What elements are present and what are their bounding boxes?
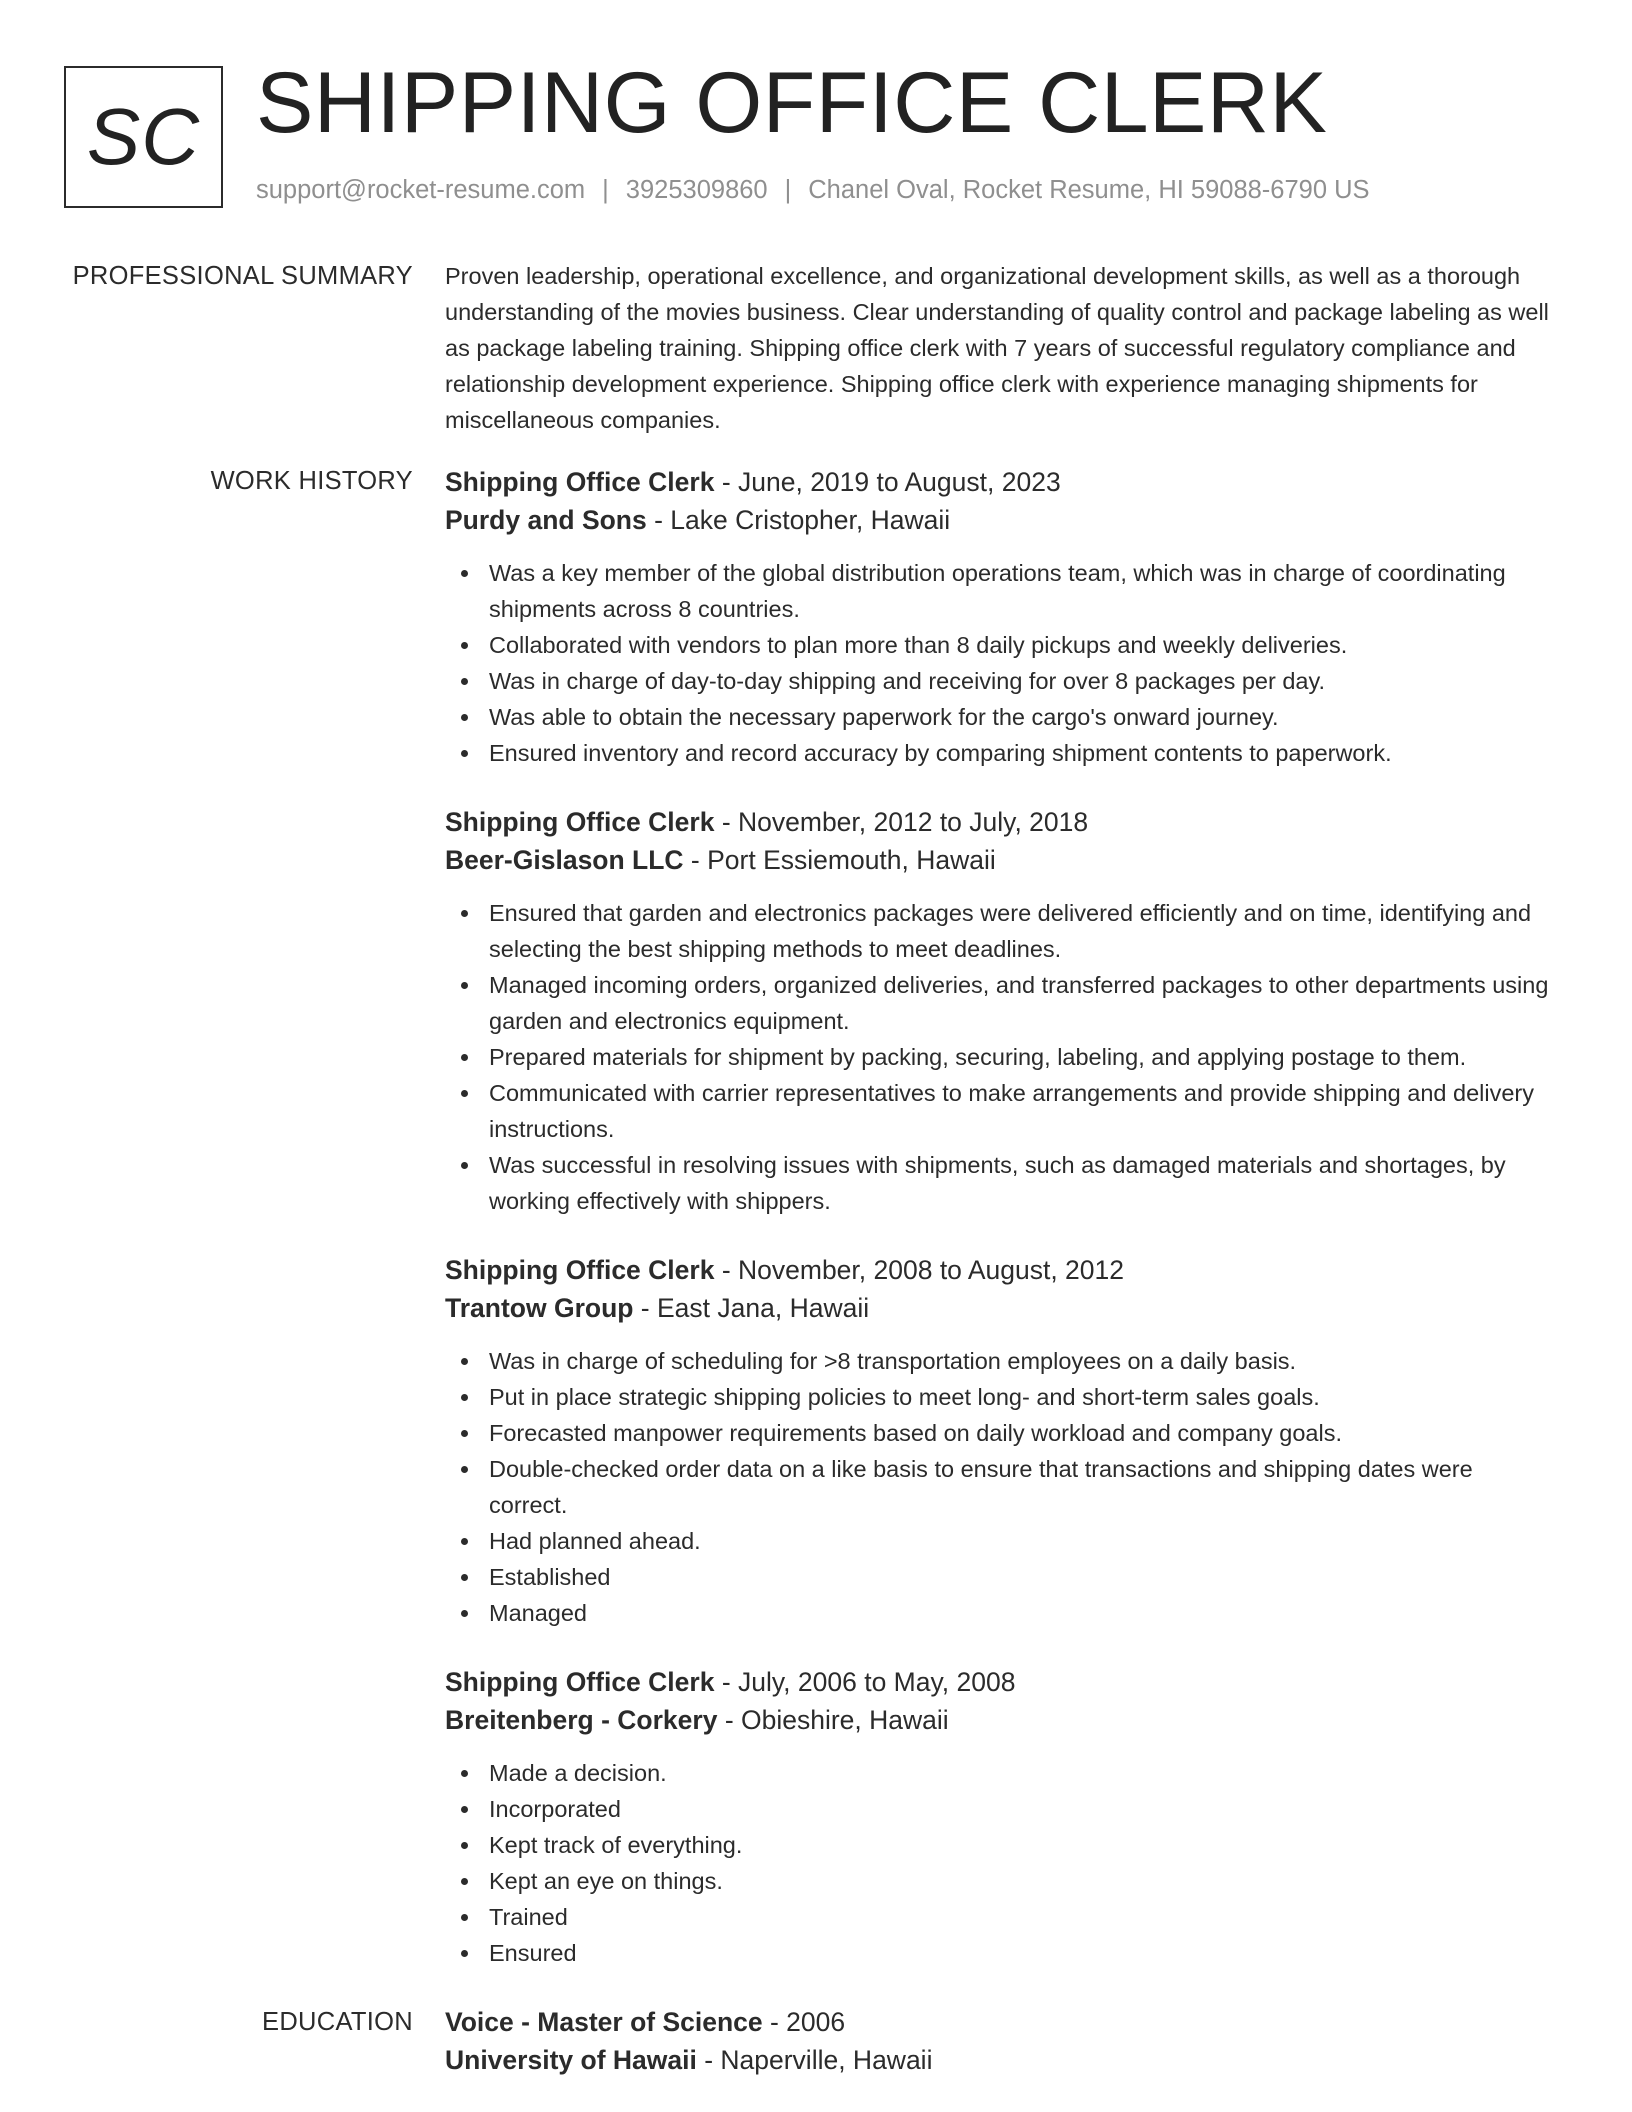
section-label-summary: PROFESSIONAL SUMMARY [72,262,413,290]
job-title-line [445,803,1555,841]
job-entry [445,1663,1555,1971]
job-title: Shipping Office Clerk [445,1667,715,1697]
section-label-work-history: WORK HISTORY [210,467,413,495]
job-bullet: Was successful in resolving issues with shipments, such as damaged materials and shortages, by working effectively with shippers. [445,1147,1555,1219]
job-bullet: Was in charge of day-to-day shipping and receiving for over 8 packages per day. [445,663,1555,699]
contact-line [256,172,1370,208]
job-bullet: Trained [445,1899,1555,1935]
job-bullet: Prepared materials for shipment by packing, securing, labeling, and applying postage to them. [445,1039,1555,1075]
job-company: Breitenberg - Corkery [445,1705,718,1735]
job-title: Shipping Office Clerk [445,807,715,837]
job-location: - Obieshire, Hawaii [717,1705,949,1735]
job-dates: - July, 2006 to May, 2008 [714,1667,1016,1697]
job-bullet: Put in place strategic shipping policies to meet long- and short-term sales goals. [445,1379,1555,1415]
education-degree: Voice - Master of Science [445,2007,763,2037]
job-bullet: Communicated with carrier representatives to make arrangements and provide shipping and delivery instructions. [445,1075,1555,1147]
job-location: - East Jana, Hawaii [633,1293,870,1323]
job-company: Beer-Gislason LLC [445,845,684,875]
job-bullets [445,1755,1555,1971]
job-location: - Port Essiemouth, Hawaii [683,845,996,875]
job-company-line [445,1289,1555,1327]
job-bullet: Ensured [445,1935,1555,1971]
contact-separator: | [602,176,609,204]
education-location: - Naperville, Hawaii [696,2045,933,2075]
work-history-list [445,463,1555,2003]
job-bullet: Incorporated [445,1791,1555,1827]
job-entry [445,803,1555,1219]
education-section [0,2003,1632,2079]
job-company-line [445,501,1555,539]
job-bullets [445,555,1555,771]
job-bullet: Managed incoming orders, organized deliveries, and transferred packages to other departments using garden and electronics equipment. [445,967,1555,1039]
job-bullets [445,1343,1555,1631]
summary-section [0,258,1632,438]
job-bullet: Kept an eye on things. [445,1863,1555,1899]
job-company-line [445,841,1555,879]
job-bullet: Managed [445,1595,1555,1631]
education-school-line [445,2041,1555,2079]
job-bullet: Was in charge of scheduling for >8 transportation employees on a daily basis. [445,1343,1555,1379]
contact-email[interactable]: support@rocket-resume.com [256,176,586,204]
education-degree-line [445,2003,1555,2041]
job-bullet: Kept track of everything. [445,1827,1555,1863]
job-company-line [445,1701,1555,1739]
education-year: - 2006 [762,2007,846,2037]
job-title: Shipping Office Clerk [445,1255,715,1285]
job-bullet: Was a key member of the global distribution operations team, which was in charge of coordinating shipments across 8 countries. [445,555,1555,627]
job-dates: - November, 2012 to July, 2018 [714,807,1089,837]
section-label-education: EDUCATION [262,2008,413,2036]
job-bullet: Collaborated with vendors to plan more than 8 daily pickups and weekly deliveries. [445,627,1555,663]
job-entry [445,463,1555,771]
resume-title: SHIPPING OFFICE CLERK [256,55,1328,151]
job-location: - Lake Cristopher, Hawaii [646,505,951,535]
job-bullet: Ensured inventory and record accuracy by comparing shipment contents to paperwork. [445,735,1555,771]
job-company: Purdy and Sons [445,505,647,535]
contact-phone[interactable]: 3925309860 [625,176,768,204]
job-entry [445,1251,1555,1631]
job-bullet: Established [445,1559,1555,1595]
education-entry [445,2003,1555,2079]
job-title: Shipping Office Clerk [445,467,715,497]
job-bullet: Was able to obtain the necessary paperwork for the cargo's onward journey. [445,699,1555,735]
job-dates: - November, 2008 to August, 2012 [714,1255,1124,1285]
job-dates: - June, 2019 to August, 2023 [714,467,1061,497]
work-history-section [0,463,1632,2003]
job-bullet: Double-checked order data on a like basis to ensure that transactions and shipping dates were correct. [445,1451,1555,1523]
contact-separator: | [784,176,792,204]
job-title-line [445,463,1555,501]
job-title-line [445,1663,1555,1701]
job-bullet: Had planned ahead. [445,1523,1555,1559]
education-school: University of Hawaii [445,2045,697,2075]
job-bullets [445,895,1555,1219]
job-title-line [445,1251,1555,1289]
job-bullet: Forecasted manpower requirements based on daily workload and company goals. [445,1415,1555,1451]
monogram-box [64,66,223,208]
job-company: Trantow Group [445,1293,634,1323]
job-bullet: Made a decision. [445,1755,1555,1791]
contact-address: Chanel Oval, Rocket Resume, HI 59088-6790 US [808,176,1370,204]
summary-text: Proven leadership, operational excellence, and organizational development skills, as well as a thorough understanding of the movies business. Clear understanding of quality control and package labeling as well as package labeling training. Shipping office clerk with 7 years of successful regulatory compliance and relationship development experience. Shipping office clerk with experience managing shipments for miscellaneous companies. [445,263,1549,433]
monogram-initials: SC [86,92,201,181]
job-bullet: Ensured that garden and electronics packages were delivered efficiently and on time, identifying and selecting the best shipping methods to meet deadlines. [445,895,1555,967]
